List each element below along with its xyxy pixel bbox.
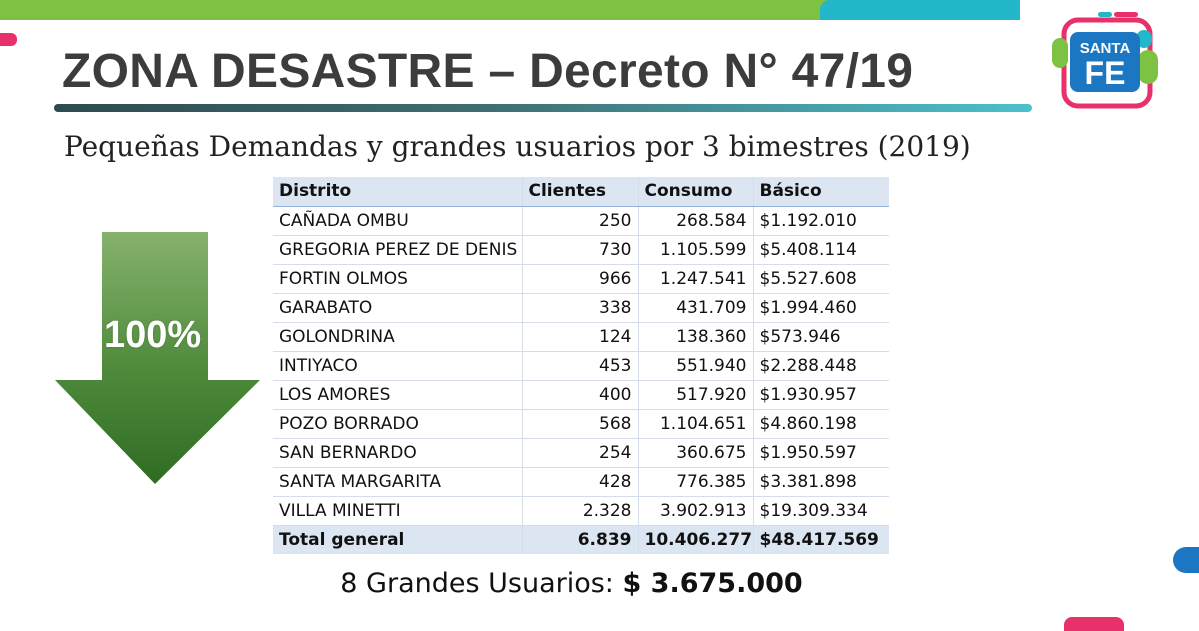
cell-consumo: 10.406.277 (638, 525, 753, 554)
cell-basico (753, 206, 889, 235)
cell-distrito: Total general (273, 525, 522, 554)
cell-clientes: 966 (522, 264, 638, 293)
basico-wrapper (760, 240, 884, 260)
cell-basico (753, 409, 889, 438)
basico-wrapper (760, 385, 884, 405)
cell-basico (753, 235, 889, 264)
table-row (273, 409, 889, 438)
basico-wrapper (760, 501, 884, 521)
basico-value: 573.946 (770, 326, 841, 347)
cell-consumo: 431.709 (638, 293, 753, 322)
table-row (273, 206, 889, 235)
cell-distrito: VILLA MINETTI (273, 496, 522, 525)
cell-basico (753, 496, 889, 525)
currency-symbol: $ (759, 500, 771, 521)
basico-value: 48.417.569 (771, 529, 879, 550)
currency-symbol: $ (759, 326, 771, 347)
table-row (273, 496, 889, 525)
cell-distrito: GOLONDRINA (273, 322, 522, 351)
large-users-amount: $ 3.675.000 (622, 568, 803, 599)
down-arrow-icon (55, 232, 260, 484)
cell-basico (753, 467, 889, 496)
basico-value: 4.860.198 (770, 413, 857, 434)
basico-value: 1.192.010 (770, 210, 857, 231)
cell-clientes: 338 (522, 293, 638, 322)
currency-symbol: $ (759, 355, 771, 376)
currency-symbol: $ (759, 297, 771, 318)
basico-value: 5.527.608 (770, 268, 857, 289)
cell-clientes: 250 (522, 206, 638, 235)
slide-title: ZONA DESASTRE – Decreto N° 47/19 (62, 45, 914, 98)
cell-consumo: 517.920 (638, 380, 753, 409)
cell-consumo: 138.360 (638, 322, 753, 351)
cell-clientes: 428 (522, 467, 638, 496)
cell-distrito: SAN BERNARDO (273, 438, 522, 467)
districts-table (273, 177, 889, 554)
cell-distrito: GARABATO (273, 293, 522, 322)
basico-value: 1.930.957 (770, 384, 857, 405)
cell-consumo: 776.385 (638, 467, 753, 496)
basico-wrapper (760, 443, 884, 463)
table-row (273, 467, 889, 496)
cell-basico (753, 293, 889, 322)
basico-wrapper (760, 327, 884, 347)
basico-wrapper (760, 211, 884, 231)
cell-consumo: 3.902.913 (638, 496, 753, 525)
basico-wrapper (760, 269, 884, 289)
basico-value: 5.408.114 (770, 239, 857, 260)
cell-distrito: INTIYACO (273, 351, 522, 380)
santa-fe-logo (1050, 12, 1160, 112)
cell-distrito: CAÑADA OMBU (273, 206, 522, 235)
left-decor-tab (0, 33, 17, 46)
header-consumo: Consumo (638, 177, 753, 206)
basico-wrapper (760, 298, 884, 318)
currency-symbol: $ (759, 384, 771, 405)
header-clientes: Clientes (522, 177, 638, 206)
cell-clientes: 254 (522, 438, 638, 467)
logo-text-line1: SANTA (1079, 40, 1131, 57)
logo-text-line2: FE (1084, 55, 1126, 91)
cell-clientes: 400 (522, 380, 638, 409)
table-row (273, 380, 889, 409)
currency-symbol: $ (759, 210, 771, 231)
header-basico: Básico (753, 177, 889, 206)
top-decor-bar-teal (820, 0, 1020, 20)
table-row (273, 438, 889, 467)
cell-basico (753, 380, 889, 409)
cell-basico (753, 438, 889, 467)
table-header-row (273, 177, 889, 206)
table-row (273, 293, 889, 322)
header-distrito: Distrito (273, 177, 522, 206)
cell-clientes: 2.328 (522, 496, 638, 525)
right-decor-dot (1173, 547, 1199, 573)
table-row (273, 322, 889, 351)
cell-basico (753, 525, 889, 554)
cell-consumo: 1.105.599 (638, 235, 753, 264)
cell-distrito: GREGORIA PEREZ DE DENIS (273, 235, 522, 264)
basico-wrapper (760, 414, 884, 434)
currency-symbol: $ (759, 413, 771, 434)
cell-clientes: 6.839 (522, 525, 638, 554)
cell-distrito: POZO BORRADO (273, 409, 522, 438)
cell-consumo: 360.675 (638, 438, 753, 467)
table-row (273, 235, 889, 264)
cell-consumo: 1.247.541 (638, 264, 753, 293)
cell-consumo: 551.940 (638, 351, 753, 380)
currency-symbol: $ (759, 529, 772, 550)
basico-wrapper (760, 530, 884, 550)
cell-basico (753, 322, 889, 351)
basico-wrapper (760, 356, 884, 376)
bottom-decor-tab (1064, 617, 1124, 631)
cell-distrito: LOS AMORES (273, 380, 522, 409)
cell-consumo: 1.104.651 (638, 409, 753, 438)
table-total-row (273, 525, 889, 554)
cell-clientes: 124 (522, 322, 638, 351)
title-underline (54, 104, 1032, 112)
currency-symbol: $ (759, 268, 771, 289)
currency-symbol: $ (759, 471, 771, 492)
table-body (273, 206, 889, 554)
large-users-label: 8 Grandes Usuarios: (340, 568, 623, 599)
cell-consumo: 268.584 (638, 206, 753, 235)
slide-subtitle: Pequeñas Demandas y grandes usuarios por 3 bimestres (2019) (64, 130, 971, 163)
cell-basico (753, 351, 889, 380)
currency-symbol: $ (759, 442, 771, 463)
arrow-percent-label: 100% (104, 314, 202, 356)
table-row (273, 351, 889, 380)
basico-value: 2.288.448 (770, 355, 857, 376)
table-row (273, 264, 889, 293)
basico-value: 1.994.460 (770, 297, 857, 318)
large-users-summary (0, 568, 1143, 599)
basico-value: 1.950.597 (770, 442, 857, 463)
basico-value: 3.381.898 (770, 471, 857, 492)
currency-symbol: $ (759, 239, 771, 260)
cell-distrito: SANTA MARGARITA (273, 467, 522, 496)
cell-basico (753, 264, 889, 293)
cell-distrito: FORTIN OLMOS (273, 264, 522, 293)
cell-clientes: 730 (522, 235, 638, 264)
basico-value: 19.309.334 (770, 500, 868, 521)
cell-clientes: 568 (522, 409, 638, 438)
basico-wrapper (760, 472, 884, 492)
cell-clientes: 453 (522, 351, 638, 380)
